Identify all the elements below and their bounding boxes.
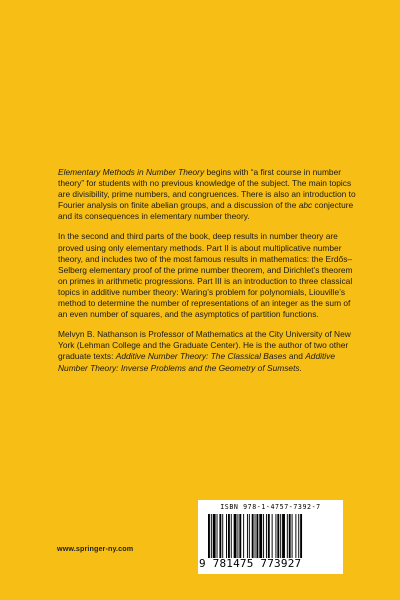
abc-term: abc (298, 200, 313, 211)
author-bio (58, 329, 358, 373)
barcode-bar (298, 514, 299, 558)
barcode-bar (266, 514, 267, 558)
isbn-label: ISBN 978-1-4757-7392-7 (220, 503, 321, 511)
barcode-bar (277, 514, 279, 558)
barcode-bar (289, 514, 291, 558)
barcode-bar (259, 514, 262, 558)
barcode-bar (282, 514, 285, 558)
barcode-bar (280, 514, 281, 558)
barcode-bar (211, 514, 212, 558)
barcode-bar (239, 514, 241, 558)
barcode-bar (234, 514, 237, 558)
barcode-bar (287, 514, 288, 558)
barcode-bar (252, 514, 254, 558)
barcode-bar (300, 514, 302, 558)
barcode-bar (208, 514, 210, 558)
blurb-paragraph-1 (58, 167, 358, 222)
barcode-bar (243, 514, 244, 558)
blurb-p1-text-end: conjecture and its consequences in elementary number theory. (58, 200, 354, 222)
barcode-bar (226, 514, 227, 558)
other-book-2: Additive Number Theory: Inverse Problems and the Geometry of Sumsets. (58, 351, 335, 373)
barcode-bar (268, 514, 270, 558)
barcode-bar (231, 514, 232, 558)
book-title: Elementary Methods in Number Theory (58, 167, 205, 177)
barcode-bar (219, 514, 221, 558)
barcode-bar (249, 514, 250, 558)
author-bio-and: and (286, 351, 306, 362)
barcode-number: 9 781475 773927 (199, 557, 302, 570)
isbn-barcode-box (198, 500, 343, 574)
cover-top-band (0, 0, 400, 150)
author-bio-text: Melvyn B. Nathanson is Professor of Mathematics at the City University of New York (Lehman College and the Graduate Center). He is the author of two other graduate texts: (58, 329, 351, 362)
blurb-paragraph-2: In the second and third parts of the book, deep results in number theory are proved using only elementary methods. Part II is about multiplicative number theory, and includes two of the most famous results in mathematics: the Erdős–Selberg elementary proof of the prime number theorem, and Dirichlet’s theorem on primes in arithmetic progressions. Part III is an introduction to three classical topics in additive number theory: Waring’s problem for polynomials, Liouville’s method to determine the number of representations of an integer as the sum of an even number of squares, and the asymptotics of partition functions. (58, 231, 353, 320)
back-cover-blurb (58, 167, 358, 383)
blurb-p1-text: begins with “a first course in number theory” for students with no previous knowledge of the subject. The main topics are divisibility, prime numbers, and congruences. There is also an introduction to Fourier analysis on finite abelian groups, and a discussion of the (58, 167, 356, 211)
barcode-bar (292, 514, 293, 558)
barcode-image (208, 514, 336, 558)
barcode-bar (256, 514, 258, 558)
barcode-bar (295, 514, 296, 558)
barcode-bar (275, 514, 276, 558)
other-book-1: Additive Number Theory: The Classical Bases (115, 351, 287, 362)
barcode-bar (272, 514, 273, 558)
barcode-bar (222, 514, 223, 558)
barcode-bar (217, 514, 218, 558)
barcode-bar (228, 514, 230, 558)
publisher-url[interactable]: www.springer-ny.com (57, 544, 134, 553)
barcode-bar (263, 514, 264, 558)
barcode-bar (247, 514, 248, 558)
barcode-bar (237, 514, 238, 558)
barcode-bar (255, 514, 256, 558)
barcode-bar (213, 514, 216, 558)
